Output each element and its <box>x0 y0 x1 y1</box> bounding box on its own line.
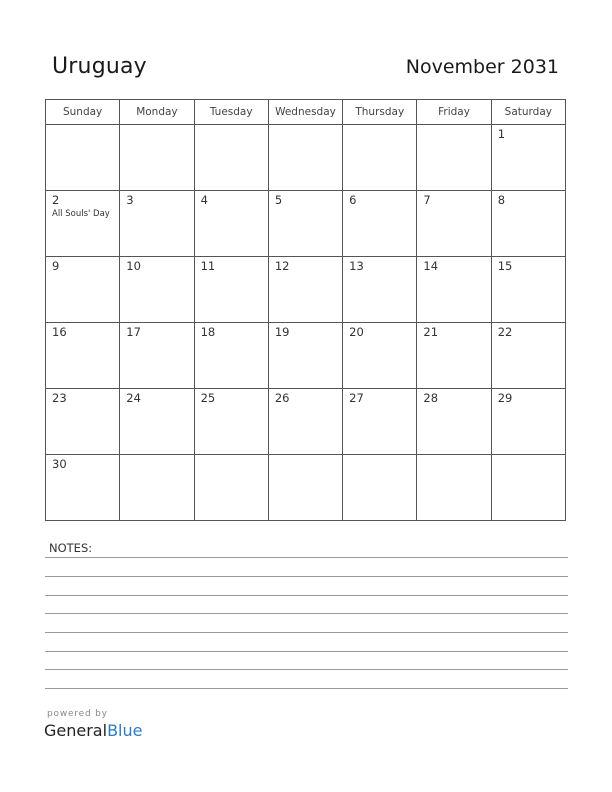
day-number: 5 <box>274 193 283 207</box>
weekday-header: Wednesday <box>268 100 342 125</box>
notes-label: NOTES: <box>49 541 93 555</box>
day-number: 14 <box>423 259 439 273</box>
day-number: 10 <box>126 259 141 273</box>
calendar-empty-cell <box>120 455 194 521</box>
day-number: 27 <box>349 391 364 405</box>
day-number: 8 <box>497 193 506 207</box>
calendar-day-cell <box>46 389 120 455</box>
day-number: 21 <box>423 325 439 339</box>
calendar-day-cell <box>194 257 268 323</box>
month-year-title: November 2031 <box>405 56 559 78</box>
calendar-day-cell <box>268 323 342 389</box>
calendar-day-cell <box>194 389 268 455</box>
calendar-day-cell <box>417 323 491 389</box>
calendar-day-cell <box>491 191 565 257</box>
note-line <box>45 651 568 652</box>
day-number: 12 <box>274 259 290 273</box>
calendar-week-row <box>46 323 566 389</box>
powered-by-text: powered by <box>47 709 108 719</box>
calendar-empty-cell <box>343 455 417 521</box>
calendar-day-cell <box>343 257 417 323</box>
weekday-header: Thursday <box>343 100 417 125</box>
calendar-grid <box>45 99 566 521</box>
calendar-day-cell <box>343 323 417 389</box>
calendar-day-cell <box>46 257 120 323</box>
calendar-week-row <box>46 455 566 521</box>
weekday-header: Sunday <box>46 100 120 125</box>
calendar-day-cell <box>46 455 120 521</box>
calendar-day-cell <box>343 389 417 455</box>
day-number: 6 <box>349 193 357 207</box>
brand-blue: Blue <box>107 721 143 740</box>
calendar-empty-cell <box>120 125 194 191</box>
calendar-empty-cell <box>268 125 342 191</box>
calendar-day-cell <box>120 389 194 455</box>
day-number: 4 <box>200 193 208 207</box>
calendar-day-cell <box>491 125 565 191</box>
day-number: 28 <box>423 391 439 405</box>
day-number: 9 <box>52 259 60 273</box>
calendar-week-row <box>46 257 566 323</box>
note-line <box>45 613 568 614</box>
brand-general: General <box>44 721 108 740</box>
calendar-day-cell <box>343 191 417 257</box>
calendar-empty-cell <box>417 125 491 191</box>
calendar-day-cell <box>120 323 194 389</box>
calendar-day-cell <box>417 191 491 257</box>
day-number: 7 <box>423 193 431 207</box>
weekday-header-row <box>46 100 566 125</box>
day-number: 25 <box>200 391 216 405</box>
weekday-header: Tuesday <box>194 100 268 125</box>
day-number: 1 <box>497 127 506 141</box>
calendar-week-row <box>46 389 566 455</box>
weekday-header: Monday <box>120 100 194 125</box>
calendar-day-cell <box>46 191 120 257</box>
day-number: 2 <box>52 193 60 207</box>
calendar-empty-cell <box>491 455 565 521</box>
calendar-day-cell <box>491 389 565 455</box>
generalblue-logo <box>44 721 142 740</box>
calendar-day-cell <box>268 257 342 323</box>
calendar-day-cell <box>120 257 194 323</box>
day-number: 18 <box>200 325 216 339</box>
note-line <box>45 595 568 596</box>
note-line <box>45 669 568 670</box>
day-number: 26 <box>274 391 290 405</box>
day-number: 11 <box>200 259 216 273</box>
calendar-day-cell <box>491 257 565 323</box>
calendar-empty-cell <box>417 455 491 521</box>
calendar-week-row <box>46 191 566 257</box>
calendar-empty-cell <box>46 125 120 191</box>
weekday-header: Saturday <box>491 100 565 125</box>
day-number: 29 <box>497 391 513 405</box>
calendar-day-cell <box>268 389 342 455</box>
day-number: 17 <box>126 325 141 339</box>
day-number: 24 <box>126 391 141 405</box>
calendar-empty-cell <box>268 455 342 521</box>
calendar-day-cell <box>194 323 268 389</box>
calendar-day-cell <box>194 191 268 257</box>
calendar-week-row <box>46 125 566 191</box>
day-number: 19 <box>274 325 290 339</box>
calendar-empty-cell <box>194 125 268 191</box>
calendar-day-cell <box>120 191 194 257</box>
day-number: 30 <box>52 457 67 471</box>
day-number: 15 <box>497 259 513 273</box>
day-number: 22 <box>497 325 513 339</box>
note-line <box>45 557 568 558</box>
day-number: 16 <box>52 325 67 339</box>
note-line <box>45 576 568 577</box>
calendar-empty-cell <box>194 455 268 521</box>
day-number: 20 <box>349 325 364 339</box>
note-line <box>45 688 568 689</box>
day-number: 3 <box>126 193 134 207</box>
calendar-day-cell <box>417 257 491 323</box>
holiday-label: All Souls' Day <box>52 209 110 219</box>
weekday-header: Friday <box>417 100 491 125</box>
calendar-empty-cell <box>343 125 417 191</box>
calendar-day-cell <box>268 191 342 257</box>
calendar-day-cell <box>491 323 565 389</box>
day-number: 23 <box>52 391 67 405</box>
country-title: Uruguay <box>52 54 147 79</box>
note-line <box>45 632 568 633</box>
day-number: 13 <box>349 259 364 273</box>
calendar-day-cell <box>46 323 120 389</box>
calendar-day-cell <box>417 389 491 455</box>
